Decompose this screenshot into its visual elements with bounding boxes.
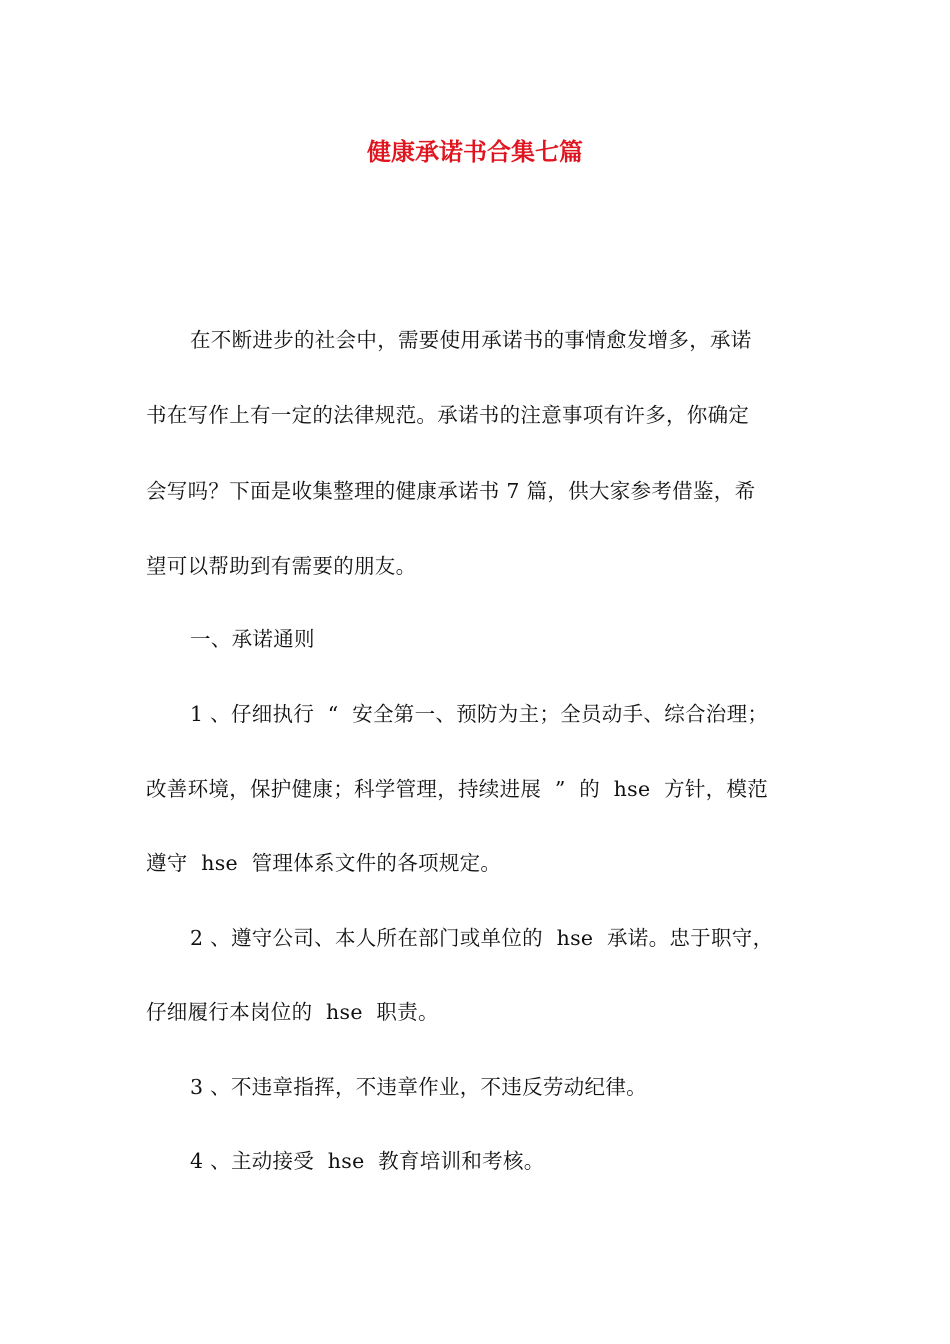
paragraph-intro-line-1: 在不断进步的社会中，需要使用承诺书的事情愈发增多，承诺 — [190, 328, 752, 352]
paragraph-intro-line-2: 书在写作上有一定的法律规范。承诺书的注意事项有许多，你确定 — [146, 403, 750, 427]
paragraph-intro-line-4: 望可以帮助到有需要的朋友。 — [146, 554, 417, 578]
item-2-line-1: 2 、遵守公司、本人所在部门或单位的 hse 承诺。忠于职守， — [190, 926, 774, 950]
item-4: 4 、主动接受 hse 教育培训和考核。 — [190, 1149, 545, 1173]
item-2-line-2: 仔细履行本岗位的 hse 职责。 — [146, 1000, 439, 1024]
document-title: 健康承诺书合集七篇 — [367, 137, 583, 166]
item-1-line-2: 改善环境，保护健康；科学管理，持续进展 ” 的 hse 方针，模范 — [146, 777, 769, 801]
item-3: 3 、不违章指挥，不违章作业，不违反劳动纪律。 — [190, 1075, 647, 1099]
item-1-line-1: 1 、仔细执行 “ 安全第一、预防为主；全员动手、综合治理； — [190, 702, 769, 726]
paragraph-intro-line-3: 会写吗？下面是收集整理的健康承诺书 7 篇，供大家参考借鉴，希 — [146, 479, 756, 503]
item-1-line-3: 遵守 hse 管理体系文件的各项规定。 — [146, 851, 502, 875]
section-heading: 一、承诺通则 — [190, 627, 315, 651]
